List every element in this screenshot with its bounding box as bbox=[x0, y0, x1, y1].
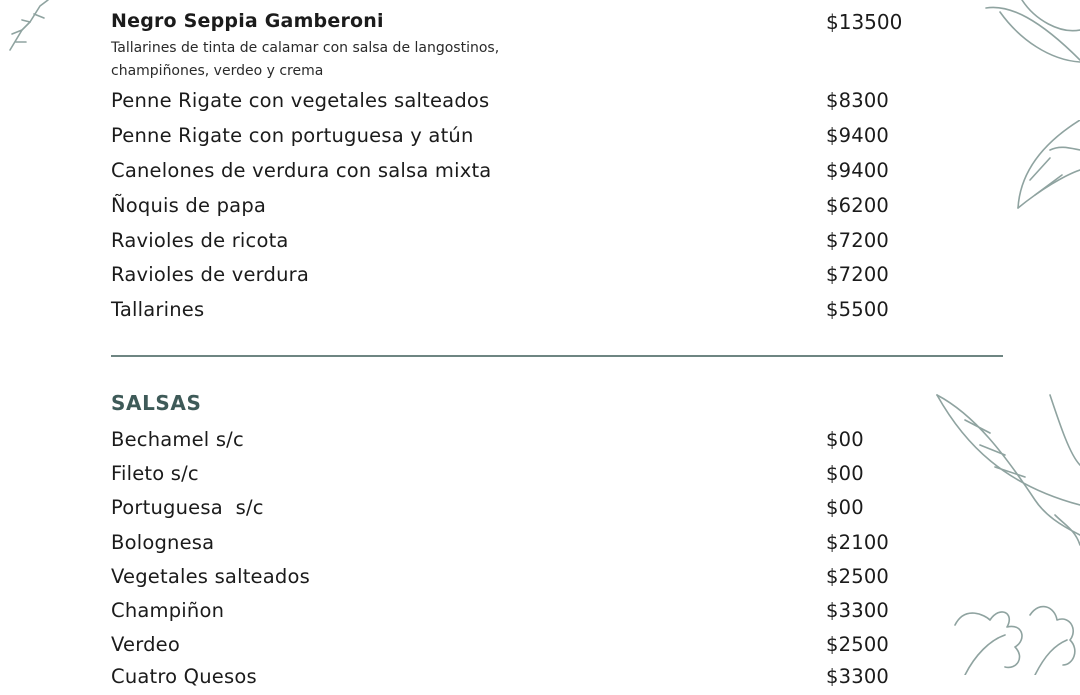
menu-item bbox=[0, 263, 1080, 293]
menu-item-name: Portuguesa s/c bbox=[111, 496, 264, 519]
menu-item-price: $3300 bbox=[826, 599, 890, 622]
menu-item-price: $3300 bbox=[826, 665, 890, 688]
menu-item-price: $2100 bbox=[826, 531, 890, 554]
menu-item bbox=[0, 229, 1080, 259]
menu-item-name: Ravioles de ricota bbox=[111, 229, 289, 252]
section-heading-salsas: SALSAS bbox=[111, 391, 202, 415]
menu-item-name: Verdeo bbox=[111, 633, 181, 656]
featured-dish-description: Tallarines de tinta de calamar con salsa de langostinos, champiñones, verdeo y crema bbox=[111, 40, 500, 79]
menu-item-price: $00 bbox=[826, 462, 864, 485]
menu-item bbox=[0, 665, 1080, 695]
menu-item bbox=[0, 428, 1080, 458]
leaf-illustration-icon bbox=[0, 0, 60, 60]
menu-item-name: Bechamel s/c bbox=[111, 428, 244, 451]
menu-item-price: $2500 bbox=[826, 565, 890, 588]
menu-item-price: $7200 bbox=[826, 263, 890, 286]
menu-item-name: Penne Rigate con vegetales salteados bbox=[111, 89, 490, 112]
menu-item-price: $2500 bbox=[826, 633, 890, 656]
menu-item-price: $8300 bbox=[826, 89, 890, 112]
featured-dish-price: $13500 bbox=[826, 10, 903, 34]
menu-item bbox=[0, 531, 1080, 561]
menu-item-name: Fileto s/c bbox=[111, 462, 199, 485]
menu-item bbox=[0, 633, 1080, 663]
menu-item-price: $00 bbox=[826, 496, 864, 519]
menu-item-price: $6200 bbox=[826, 194, 890, 217]
menu-item bbox=[0, 159, 1080, 189]
menu-item-name: Canelones de verdura con salsa mixta bbox=[111, 159, 492, 182]
menu-item-price: $7200 bbox=[826, 229, 890, 252]
menu-item-price: $9400 bbox=[826, 159, 890, 182]
menu-item bbox=[0, 194, 1080, 224]
menu-item-price: $00 bbox=[826, 428, 864, 451]
menu-item-name: Vegetales salteados bbox=[111, 565, 310, 588]
menu-item bbox=[0, 124, 1080, 154]
menu-item bbox=[0, 565, 1080, 595]
menu-item bbox=[0, 462, 1080, 492]
menu-item-price: $9400 bbox=[826, 124, 890, 147]
menu-item-name: Champiñon bbox=[111, 599, 225, 622]
menu-item-name: Ravioles de verdura bbox=[111, 263, 310, 286]
menu-item-name: Cuatro Quesos bbox=[111, 665, 257, 688]
menu-item-price: $5500 bbox=[826, 298, 890, 321]
menu-item bbox=[0, 89, 1080, 119]
section-divider bbox=[111, 355, 1003, 357]
menu-item bbox=[0, 599, 1080, 629]
menu-item bbox=[0, 298, 1080, 328]
menu-item-name: Penne Rigate con portuguesa y atún bbox=[111, 124, 474, 147]
featured-dish-name: Negro Seppia Gamberoni bbox=[111, 10, 384, 32]
menu-item bbox=[0, 496, 1080, 526]
menu-item-name: Tallarines bbox=[111, 298, 205, 321]
menu-item-name: Bolognesa bbox=[111, 531, 215, 554]
menu-item-name: Ñoquis de papa bbox=[111, 194, 267, 217]
